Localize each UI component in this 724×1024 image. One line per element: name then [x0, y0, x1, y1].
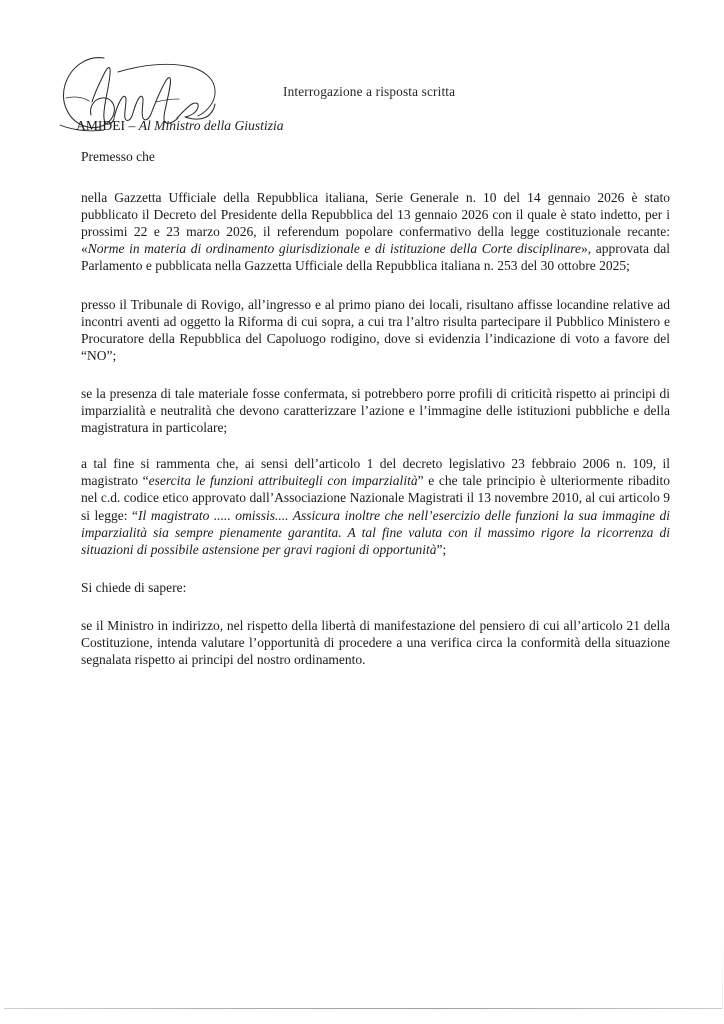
- paragraph-gap: [81, 596, 670, 617]
- paragraph-gap: [81, 364, 670, 385]
- paragraph-premise-4: [81, 455, 670, 558]
- paragraph-question-1: se il Ministro in indirizzo, nel rispetto della libertà di manifestazione del pensiero di cui all’articolo 21 della Costituzione, intenda valutare l’opportunità di procedere a una verifica circa la conformità della situazione segnalata rispetto ai principi del nostro ordinamento.: [81, 617, 670, 668]
- paragraph-intro: Premesso che: [81, 149, 155, 164]
- signature-name: AMIDEI: [76, 118, 126, 133]
- premise-4-text-1: a tal fine si rammenta che, ai sensi dell’articolo 1 del decreto legislativo 23 febbraio 2006 n. 109, il magistrato “: [81, 456, 670, 489]
- document-body: [81, 148, 670, 668]
- paragraph-premise-2: presso il Tribunale di Rovigo, all’ingresso e al primo piano dei locali, risultano affisse locandine relative ad incontri aventi ad oggetto la Riforma di cui sopra, a cui tra l’altro risulta partecipare il Pubblico Ministero e Procuratore della Repubblica del Capoluogo rodigino, dove si evidenzia l’indicazione di voto a favore del “NO”;: [81, 296, 670, 363]
- paragraph-gap: [81, 165, 670, 189]
- paragraph-gap: [81, 436, 670, 455]
- premise-1-law-title: Norme in materia di ordinamento giurisdizionale e di istituzione della Corte disciplinare: [87, 241, 582, 257]
- addressee-separator: –: [125, 118, 139, 133]
- premise-4-quote-1: esercita le funzioni attribuitegli con imparzialità: [148, 473, 418, 489]
- scan-edge-right: [722, 0, 723, 1008]
- paragraph-gap: [81, 558, 670, 579]
- paragraph-premise-3: se la presenza di tale materiale fosse confermata, si potrebbero porre profili di criticità rispetto ai principi di imparzialità e neutralità che devono caratterizzare l’azione e l’immagine delle istituzioni pubbliche e della magistratura in particolare;: [81, 385, 670, 436]
- premise-4-quote-2: Il magistrato ..... omissis.... Assicura inoltre che nell’esercizio delle funzioni la sua immagine di imparzialità sia sempre pienamente garantita. A tal fine valuta con il massimo rigore la ricorrenza di situazioni di possibile astensione per gravi ragioni di opportunità: [81, 507, 671, 557]
- section-heading-question: Si chiede di sapere:: [81, 579, 187, 595]
- premise-1-text-after: », approvata dal Parlamento e pubblicata nella Gazzetta Ufficiale della Repubblica italiana n. 253 del 30 ottobre 2025;: [81, 241, 670, 274]
- addressee-target: Al Ministro della Giustizia: [138, 118, 284, 133]
- premise-1-text-before: nella Gazzetta Ufficiale della Repubblica italiana, Serie Generale n. 10 del 14 gennaio 2026 è stato pubblicato il Decreto del Presidente della Repubblica del 13 gennaio 2026 con il quale è stato indetto, per i prossimi 22 e 23 marzo 2026, il referendum popolare confermativo della legge costituzionale recante: «: [81, 190, 670, 257]
- paragraph-gap: [81, 275, 670, 296]
- premise-4-text-2: ” e che tale principio è ulteriormente ribadito nel c.d. codice etico approvato dall’Associazione Nazionale Magistrati il 13 novembre 2010, al cui articolo 9 si legge: “: [81, 473, 670, 523]
- paragraph-premise-1: [81, 189, 670, 274]
- addressee-line: [76, 118, 284, 134]
- page-title: Interrogazione a risposta scritta: [283, 84, 456, 99]
- scan-edge-bottom: [4, 1008, 722, 1009]
- premise-4-text-3: ”;: [436, 541, 447, 557]
